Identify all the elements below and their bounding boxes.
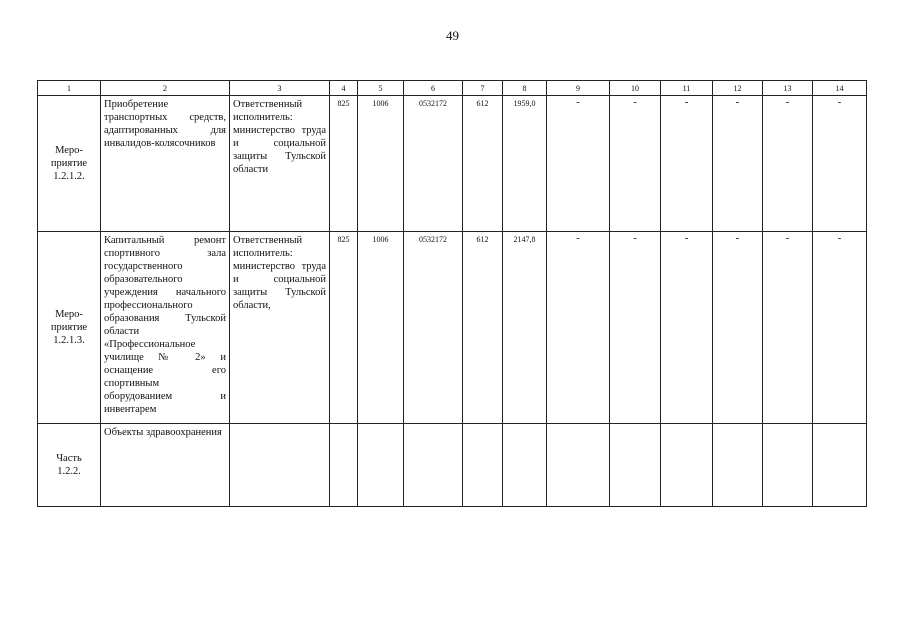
row-amount: 2147,8 — [503, 232, 547, 424]
row-label — [38, 424, 101, 507]
col-header-9: 9 — [547, 81, 610, 96]
row-year-value: - — [713, 96, 763, 232]
row-year-value — [661, 424, 713, 507]
row-year-value — [610, 424, 661, 507]
row-label-line: 1.2.2. — [57, 466, 81, 477]
col-header-8: 8 — [503, 81, 547, 96]
row-label — [38, 96, 101, 232]
row-vr: 612 — [463, 96, 503, 232]
col-header-6: 6 — [404, 81, 463, 96]
row-description: Капитальный ремонт спортивного зала государственного образовательного учреждения начального профессионального образования Тульской области «Профессиональное училище № 2» и оснащение его спортивным оборудованием и инвентарем — [101, 232, 230, 424]
page-number: 49 — [446, 28, 459, 43]
row-year-value — [713, 424, 763, 507]
row-grbs: 825 — [330, 96, 358, 232]
col-header-7: 7 — [463, 81, 503, 96]
row-grbs — [330, 424, 358, 507]
row-year-value: - — [610, 232, 661, 424]
row-year-value: - — [547, 232, 610, 424]
row-rz-pr: 1006 — [358, 96, 404, 232]
row-year-value: - — [661, 96, 713, 232]
row-description: Объекты здравоохранения — [101, 424, 230, 507]
row-executor: Ответственный исполнитель: министерство труда и социальной защиты Тульской области, — [230, 232, 330, 424]
table-row — [38, 96, 867, 232]
row-year-value — [547, 424, 610, 507]
row-label-line: 1.2.1.3. — [53, 335, 85, 346]
row-description: Приобретение транспортных средств, адаптированных для инвалидов-колясочников — [101, 96, 230, 232]
row-vr — [463, 424, 503, 507]
row-label-line: Меро- — [55, 145, 83, 156]
row-vr: 612 — [463, 232, 503, 424]
row-year-value: - — [813, 96, 867, 232]
row-year-value: - — [661, 232, 713, 424]
budget-table — [37, 80, 867, 507]
table-row — [38, 232, 867, 424]
row-executor — [230, 424, 330, 507]
row-grbs: 825 — [330, 232, 358, 424]
col-header-4: 4 — [330, 81, 358, 96]
row-label-line: приятие — [50, 158, 88, 169]
row-label-line: Меро- — [55, 309, 83, 320]
row-year-value: - — [547, 96, 610, 232]
row-year-value: - — [610, 96, 661, 232]
row-year-value — [763, 424, 813, 507]
col-header-11: 11 — [661, 81, 713, 96]
col-header-14: 14 — [813, 81, 867, 96]
col-header-1: 1 — [38, 81, 101, 96]
header-row — [38, 81, 867, 96]
row-year-value — [813, 424, 867, 507]
col-header-3: 3 — [230, 81, 330, 96]
table-row — [38, 424, 867, 507]
row-rz-pr: 1006 — [358, 232, 404, 424]
row-executor: Ответственный исполнитель: министерство труда и социальной защиты Тульской области — [230, 96, 330, 232]
row-amount — [503, 424, 547, 507]
col-header-12: 12 — [713, 81, 763, 96]
row-amount: 1959,0 — [503, 96, 547, 232]
row-year-value: - — [713, 232, 763, 424]
col-header-2: 2 — [101, 81, 230, 96]
row-csr: 0532172 — [404, 232, 463, 424]
row-year-value: - — [813, 232, 867, 424]
row-year-value: - — [763, 96, 813, 232]
row-rz-pr — [358, 424, 404, 507]
col-header-10: 10 — [610, 81, 661, 96]
row-year-value: - — [763, 232, 813, 424]
row-label — [38, 232, 101, 424]
row-csr — [404, 424, 463, 507]
row-csr: 0532172 — [404, 96, 463, 232]
col-header-5: 5 — [358, 81, 404, 96]
row-label-line: приятие — [50, 322, 88, 333]
row-label-line: Часть — [56, 453, 82, 464]
col-header-13: 13 — [763, 81, 813, 96]
row-label-line: 1.2.1.2. — [53, 171, 85, 182]
